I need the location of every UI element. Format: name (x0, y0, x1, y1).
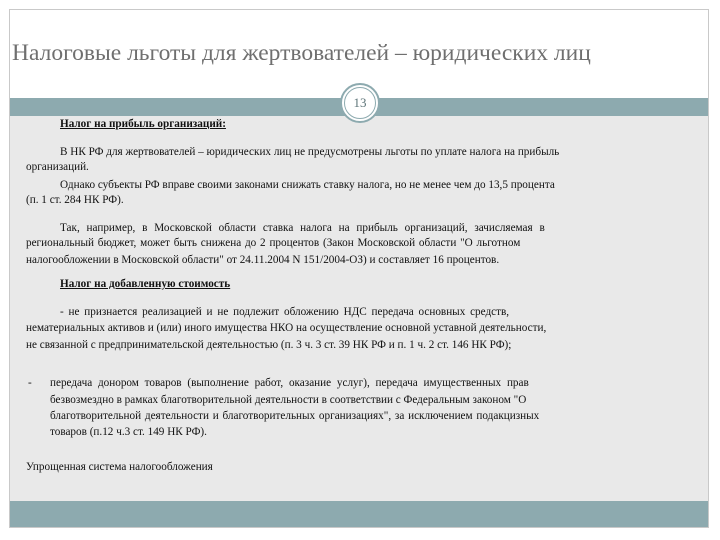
paragraph-1-line-1: В НК РФ для жертвователей – юридических лиц не предусмотрены льготы по уплате налога на прибыль (60, 146, 560, 158)
heading-vat: Налог на добавленную стоимость (60, 278, 231, 290)
paragraph-5-line-4: товаров (п.12 ч.3 ст. 149 НК РФ). (50, 426, 207, 438)
paragraph-2-line-1: Однако субъекты РФ вправе своими законами снижать ставку налога, но не менее чем до 13,5 процента (60, 179, 555, 191)
paragraph-5-line-3: благотворительной деятельности и благотворительных организациях", за исключением подакцизных (50, 410, 540, 422)
paragraph-2-line-2: (п. 1 ст. 284 НК РФ). (26, 194, 124, 206)
heading-profit-tax: Налог на прибыль организаций: (60, 118, 226, 130)
footer-band (10, 501, 708, 527)
bullet-dash: - (28, 377, 32, 389)
paragraph-3-line-2: региональный бюджет, может быть снижена до 2 процентов (Закон Московской области "О льготном (26, 237, 521, 249)
paragraph-1-line-2: организаций. (26, 161, 89, 173)
page-number: 13 (344, 87, 376, 119)
paragraph-6: Упрощенная система налогообложения (26, 461, 213, 473)
paragraph-4-line-3: не связанной с предпринимательской деятельностью (п. 3 ч. 3 ст. 39 НК РФ и п. 1 ч. 2 ст. 146 НК РФ); (26, 339, 512, 351)
paragraph-3-line-3: налогообложении в Московской области" от 24.11.2004 N 151/2004-ОЗ) и составляет 16 процентов. (26, 254, 500, 266)
paragraph-3-line-1: Так, например, в Московской области ставка налога на прибыль организаций, зачисляемая в (60, 222, 545, 234)
paragraph-4-line-2: нематериальных активов и (или) иного имущества НКО на осуществление основной уставной деятельности, (26, 322, 547, 334)
paragraph-5-line-1: передача донором товаров (выполнение работ, оказание услуг), передача имущественных прав (50, 377, 529, 389)
slide-title: Налоговые льготы для жертвователей – юридических лиц (12, 40, 591, 66)
page-number-badge (340, 83, 380, 123)
paragraph-5-line-2: безвозмездно в рамках благотворительной деятельности в соответствии с Федеральным законом "О (50, 394, 527, 406)
paragraph-4-line-1: - не признается реализацией и не подлежит обложению НДС передача основных средств, (60, 306, 510, 318)
